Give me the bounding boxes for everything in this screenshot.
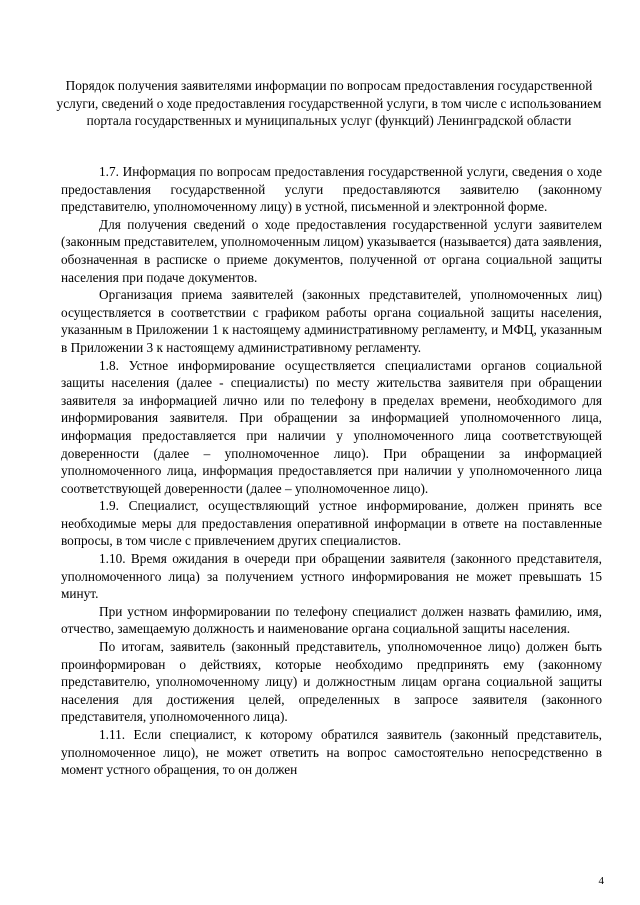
paragraph-1-10: 1.10. Время ожидания в очереди при обращении заявителя (законного представителя, уполномоченного лица) за получением устного информирования не может превышать 15 минут. <box>61 551 602 602</box>
paragraph-reception: Организация приема заявителей (законных представителей, уполномоченных лиц) осуществляется в соответствии с графиком работы органа социальной защиты населения, указанным в Приложении 1 к настоящему административному регламенту, и МФЦ, указанным в Приложении 3 к настоящему административному регламенту. <box>61 287 602 355</box>
paragraph-results: По итогам, заявитель (законный представитель, уполномоченное лицо) должен быть проинформирован о действиях, которые необходимо предпринять ему (законному представителю, уполномоченному лицу) и должностным лицам органа социальной защиты населения для достижения целей, определенных в запросе заявителя (законного представителя, уполномоченного лица). <box>61 639 602 725</box>
paragraph-1-9: 1.9. Специалист, осуществляющий устное информирование, должен принять все необходимые меры для предоставления оперативной информации в ответе на поставленные вопросы, в том числе с привлечением других специалистов. <box>61 498 602 549</box>
document-body <box>61 163 602 779</box>
paragraph-1-8: 1.8. Устное информирование осуществляется специалистами органов социальной защиты населения (далее - специалисты) по месту жительства заявителя при обращении заявителя за информацией лично или по телефону в пределах времени, необходимого для информирования заявителя. При обращении за информацией уполномоченного лица, информация предоставляется при наличии у уполномоченного лица соответствующей доверенности (далее – уполномоченное лицо). При обращении за информацией уполномоченного лица, информация предоставляется при наличии у уполномоченного лица соответствующей доверенности (далее – уполномоченное лицо). <box>61 357 602 496</box>
paragraph-phone-info: При устном информировании по телефону специалист должен назвать фамилию, имя, отчество, замещаемую должность и наименование органа социальной защиты населения. <box>61 603 602 637</box>
paragraph-1-11: 1.11. Если специалист, к которому обратился заявитель (законный представитель, уполномоченное лицо), не может ответить на вопрос самостоятельно непосредственно в момент устного обращения, то он должен <box>61 727 602 778</box>
paragraph-1-7: 1.7. Информация по вопросам предоставления государственной услуги, сведения о ходе предоставления государственной услуги предоставляются заявителю (законному представителю, уполномоченному лицу) в устной, письменной и электронной форме. <box>61 164 602 215</box>
section-title: Порядок получения заявителями информации по вопросам предоставления государственной услуги, сведений о ходе предоставления государственной услуги, в том числе с использованием портала государственных и муниципальных услуг (функций) Ленинградской области <box>56 78 602 129</box>
paragraph-status-info: Для получения сведений о ходе предоставления государственной услуги заявителем (законным представителем, уполномоченным лицом) указывается (называется) дата заявления, обозначенная в расписке о приеме документов, полученной от органа социальной защиты населения при подаче документов. <box>61 216 602 285</box>
page-number: 4 <box>598 875 604 887</box>
